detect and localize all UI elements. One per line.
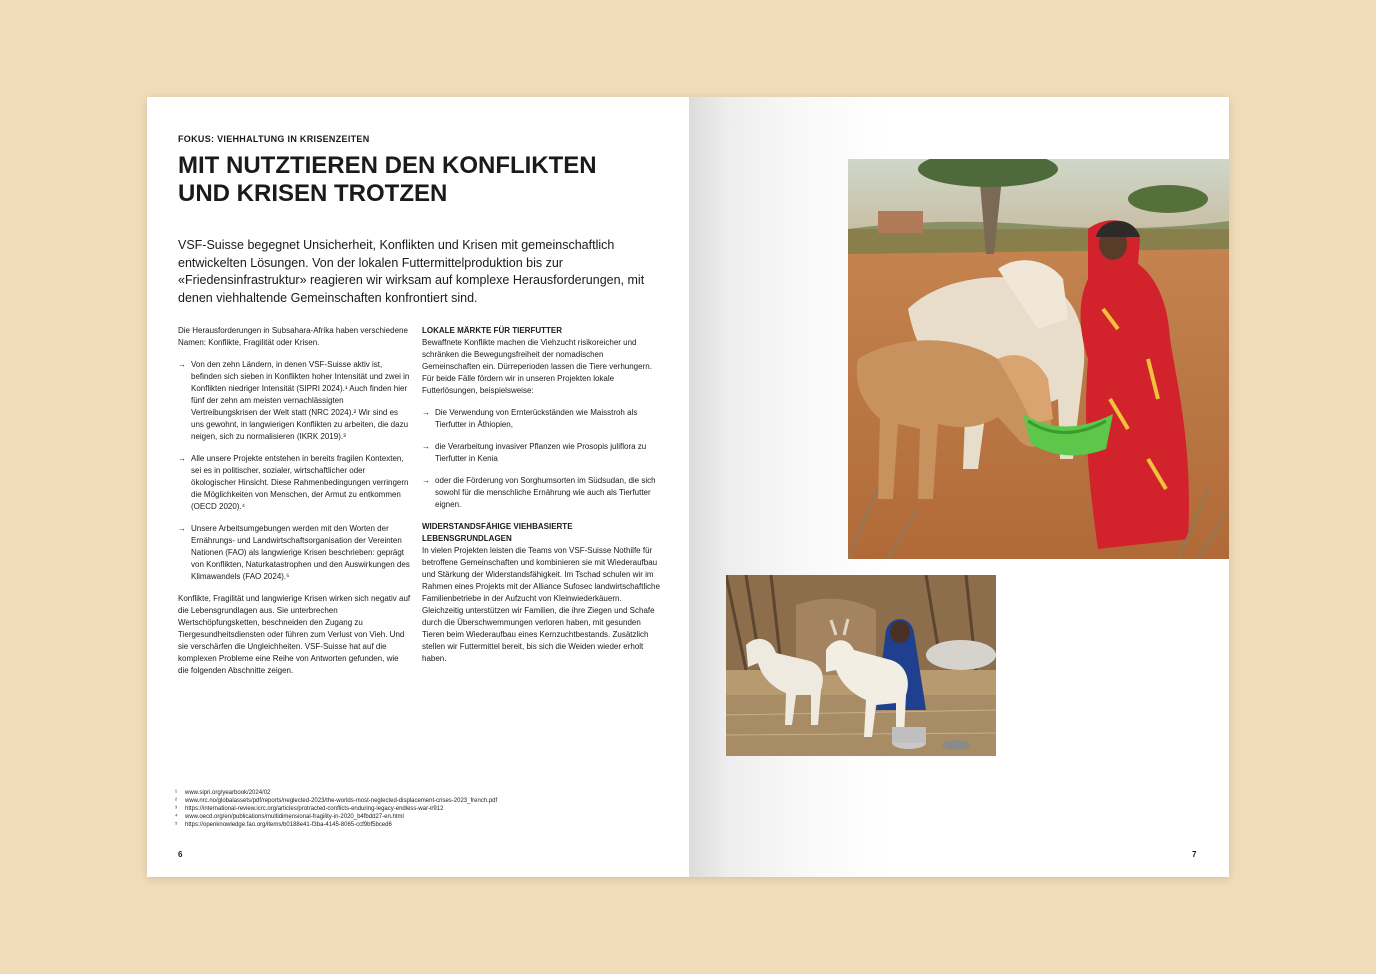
arrow-icon: → (178, 360, 186, 369)
footnotes (175, 789, 675, 829)
footnote-number: ⁵ (175, 822, 178, 828)
list-item-text: Alle unsere Projekte entstehen in bereits fragilen Kontexten, sei es in politischer, sozialer, wirtschaftlicher oder ökologischer Hinsicht. Diese Rahmenbedingungen verringern die Möglichkeiten von Menschen, der Armut zu entkommen (OECD 2020).⁴ (191, 454, 409, 511)
arrow-icon: → (422, 408, 430, 417)
arrow-icon: → (422, 476, 430, 485)
footnote (175, 821, 675, 829)
footnote-link: www.oecd.org/en/publications/multidimensional-fragility-in-2020_b4fbdd27-en.html (185, 814, 404, 820)
footnote (175, 789, 675, 797)
page-number-right: 7 (1192, 850, 1197, 859)
footnote-link: https://openknowledge.fao.org/items/b0188e41-f3ba-4145-8065-ccf9bf5bced6 (185, 822, 392, 828)
section-kicker: FOKUS: VIEHHALTUNG IN KRISENZEITEN (178, 134, 370, 144)
section-heading-resilient-livelihoods: WIDERSTANDSFÄHIGE VIEHBASIERTE LEBENSGRUNDLAGEN (422, 522, 573, 543)
col1-outro: Konflikte, Fragilität und langwierige Krisen wirken sich negativ auf die Lebensgrundlagen aus. Sie unterbrechen Wertschöpfungsketten, beschneiden den Zugang zu Tiergesundheitsdiensten oder führen zum Verlust von Vieh. Und sie verschärfen die Ungleichheiten. VSF-Suisse hat auf die komplexen Probleme eine Reihe von Antworten gefunden, wie die folgenden Abschnitte zeigen. (178, 594, 411, 675)
footnote-link: https://international-review.icrc.org/articles/protracted-conflicts-enduring-legacy-endless-war-ir912 (185, 806, 444, 812)
title-line-2: UND KRISEN TROTZEN (178, 180, 448, 207)
lead-paragraph: VSF-Suisse begegnet Unsicherheit, Konflikten und Krisen mit gemeinschaftlich entwickelten Lösungen. Von der lokalen Futtermittelproduktion bis zur «Friedensinfrastruktur» reagieren wir wirksam auf komplexe Herausforderungen, mit denen viehhaltende Gemeinschaften konfrontiert sind. (178, 238, 645, 305)
right-page (689, 97, 1229, 877)
footnote (175, 805, 675, 813)
section-heading-feed-markets: LOKALE MÄRKTE FÜR TIERFUTTER (422, 326, 562, 335)
list-item (422, 475, 660, 511)
footnote (175, 797, 675, 805)
col1-bullet-list (178, 359, 411, 583)
footnote-number: ¹ (175, 790, 177, 796)
arrow-icon: → (178, 454, 186, 463)
list-item (178, 359, 411, 443)
list-item-text: oder die Förderung von Sorghumsorten im Südsudan, die sich sowohl für die menschliche Ernährung wie auch als Tierfutter eignen. (435, 476, 656, 509)
page-number-left: 6 (178, 850, 183, 859)
col2-bullet-list (422, 407, 660, 511)
footnote-number: ³ (175, 806, 177, 812)
title-line-1: MIT NUTZTIEREN DEN KONFLIKTEN (178, 152, 597, 179)
footnote-link: www.nrc.no/globalassets/pdf/reports/neglected-2023/the-worlds-most-neglected-displacement-crises-2023_french.pdf (185, 798, 498, 804)
magazine-spread (147, 97, 1229, 877)
arrow-icon: → (422, 442, 430, 451)
list-item-text: Von den zehn Ländern, in denen VSF-Suisse aktiv ist, befinden sich sieben in Konflikten hoher Intensität und zwei in Konflikten niedriger Intensität (SIPRI 2024).¹ Auch finden hier fünf der zehn am meisten vernachlässigten Vertreibungskrisen der Welt statt (NRC 2024).² Wir sind es uns gewohnt, in langwierigen Konflikten zu arbeiten, die dazu neigen, sich zu normalisieren (IKRK 2019).³ (191, 360, 410, 441)
footnote-number: ² (175, 798, 177, 804)
col2-paragraph-2: In vielen Projekten leisten die Teams von VSF-Suisse Nothilfe für betroffene Gemeinschaften und kombinieren sie mit Wiederaufbau und Stärkung der Widerstandsfähigkeit. Im Tschad schulen wir im Rahmen eines Projekts mit der Alliance Sufosec landwirtschaftliche Familienbetriebe in der Aufzucht von Kleinwiederkäuern. Gleichzeitig unterstützen wir Familien, die ihre Ziegen und Schafe durch die Überschwemmungen verloren haben, mit gesunden Tieren beim Wiederaufbau eines Kernzuchtbestands. Zusätzlich stellen wir Futtermittel bereit, bis sich die Weiden wieder erholt haben. (422, 546, 660, 663)
text-column-1 (178, 325, 411, 687)
photo-goats-and-herder (726, 575, 996, 756)
list-item-text: Unsere Arbeitsumgebungen werden mit den Worten der Ernährungs- und Landwirtschaftsorganisation der Vereinten Nationen (FAO) als langwierige Krisen beschrieben: geprägt von Konflikten, Naturkatastrophen und den Auswirkungen des Klimawandels (FAO 2024).⁵ (191, 524, 410, 581)
col1-intro: Die Herausforderungen in Subsahara-Afrika haben verschiedene Namen: Konflikte, Fragilität oder Krisen. (178, 326, 408, 347)
list-item (178, 453, 411, 513)
photo-woman-feeding-cattle (848, 159, 1229, 559)
arrow-icon: → (178, 524, 186, 533)
text-column-2 (422, 325, 660, 675)
list-item (178, 523, 411, 583)
footnote-number: ⁴ (175, 814, 178, 820)
page-title (178, 152, 658, 208)
left-page (147, 97, 689, 877)
list-item-text: Die Verwendung von Ernterückständen wie Maisstroh als Tierfutter in Äthiopien, (435, 408, 638, 429)
col2-paragraph-1: Bewaffnete Konflikte machen die Viehzucht risikoreicher und schränken die Bewegungsfreiheit der nomadischen Gemeinschaften ein. Dürreperioden lassen die Tiere verhungern. Für beide Fälle fördern wir in unseren Projekten lokale Futterlösungen, beispielsweise: (422, 338, 652, 395)
list-item (422, 407, 660, 431)
footnote (175, 813, 675, 821)
list-item-text: die Verarbeitung invasiver Pflanzen wie Prosopis juliflora zu Tierfutter in Kenia (435, 442, 647, 463)
list-item (422, 441, 660, 465)
footnote-link: www.sipri.org/yearbook/2024/02 (185, 790, 271, 796)
